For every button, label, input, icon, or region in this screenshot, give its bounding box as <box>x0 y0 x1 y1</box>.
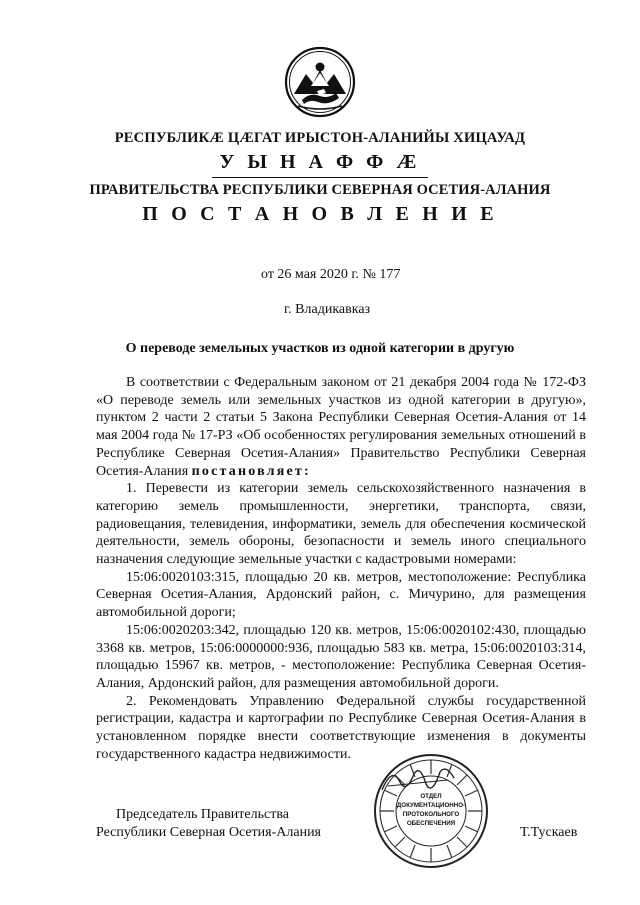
signatory-title-line2: Республики Северная Осетия-Алания <box>96 825 321 840</box>
signatory-name: Т.Тускаев <box>520 825 578 840</box>
stamp-text-3: ПРОТОКОЛЬНОГО <box>402 811 460 818</box>
resolves-word: постановляет: <box>191 463 311 479</box>
header-resolution: П О С Т А Н О В Л Е Н И Е <box>142 203 498 225</box>
preamble-text: В соответствии с Федеральным законом от 21 декабря 2004 года № 172-ФЗ «О переводе земель или земельных участков из одной категории в другую», пунктом 2 части 2 статьи 5 Закона Республики Северная Осетия-Алания от 14 мая 2004 года № 17-РЗ «Об особенностях регулирования земельных отношений в Республике Северная Осетия-Алания» Правительство Республики Северная Осетия-Алания <box>96 375 586 479</box>
stamp-text-2: ДОКУМЕНТАЦИОННО- <box>396 802 466 809</box>
body-paragraph: 15:06:0020103:315, площадью 20 кв. метров, местоположение: Республика Северная Осетия-Алания, Ардонский район, с. Мичурино, для размещения автомобильной дороги; <box>96 569 586 621</box>
body-paragraph: 15:06:0020203:342, площадью 120 кв. метров, 15:06:0020102:430, площадью 3368 кв. метров, 15:06:0000000:936, площадью 583 кв. метра, 15:06:0020103:314, площадью 15967 кв. метров, - местоположение: Республика Северная Осетия-Алания, Ардонский район, для размещения автомобильной дороги. <box>96 622 586 691</box>
document-date-number: от 26 мая 2020 г. № 177 <box>261 267 401 282</box>
stamp-text-4: ОБЕСПЕЧЕНИЯ <box>406 820 456 827</box>
header-government: ПРАВИТЕЛЬСТВА РЕСПУБЛИКИ СЕВЕРНАЯ ОСЕТИЯ-АЛАНИЯ <box>89 182 551 198</box>
body-paragraph: 2. Рекомендовать Управлению Федеральной службы государственной регистрации, кадастра и картографии по Республике Северная Осетия-Алания в установленном порядке внести соответствующие изменения в документы государственного кадастра недвижимости. <box>96 693 586 762</box>
coat-of-arms-icon <box>284 46 356 118</box>
body-paragraph: 1. Перевести из категории земель сельскохозяйственного назначения в категорию земель промышленности, энергетики, транспорта, связи, радиовещания, телевидения, информатики, земель для обеспечения космической деятельности, земель обороны, безопасности и земель иного специального назначения следующие земельные участки с кадастровыми номерами: <box>96 481 586 568</box>
body-paragraph <box>96 374 586 480</box>
signatory-title-line1: Председатель Правительства <box>116 807 289 822</box>
stamp-text-1: ОТДЕЛ <box>420 793 442 800</box>
header-divider <box>212 177 428 178</box>
document-body <box>96 374 586 763</box>
document-title: О переводе земельных участков из одной категории в другую <box>125 341 515 356</box>
header-resolution-ossetian: У Ы Н А Ф Ф Æ <box>219 151 421 173</box>
document-city: г. Владикавказ <box>284 302 371 317</box>
header-republic-ossetian: РЕСПУБЛИКÆ ЦÆГАТ ИРЫСТОН-АЛАНИЙЫ ХИЦАУАД <box>114 130 526 146</box>
official-stamp <box>372 752 490 870</box>
